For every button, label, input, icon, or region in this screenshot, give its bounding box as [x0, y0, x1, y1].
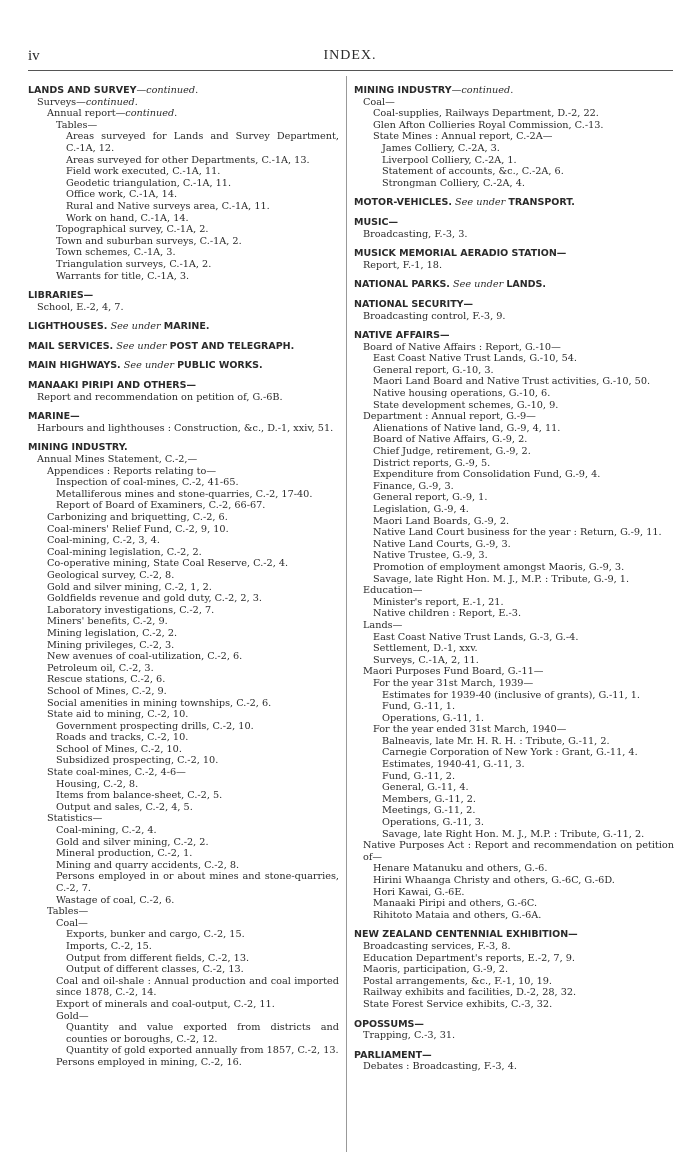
index-entry: State aid to mining, C.-2, 10.	[47, 709, 189, 721]
index-entry: Maori Purposes Fund Board, G.-11—	[363, 666, 544, 678]
index-entry: Report and recommendation on petition of, G.-6B.	[37, 391, 283, 403]
index-entry: Maoris, participation, G.-9, 2.	[363, 964, 509, 976]
index-entry: Laboratory investigations, C.-2, 7.	[47, 604, 215, 616]
index-entry: Henare Matanuku and others, G.-6.	[373, 863, 548, 875]
index-entry: Estimates for 1939-40 (inclusive of grants), G.-11, 1.	[382, 689, 640, 701]
index-entry: Gold and silver mining, C.-2, 2.	[56, 836, 209, 848]
index-heading: OPOSSUMS—	[354, 1018, 424, 1030]
index-entry: Trapping, C.-3, 31.	[363, 1030, 456, 1042]
index-entry: Native Trustee, G.-9, 3.	[373, 550, 488, 562]
index-entry: Work on hand, C.-1A, 14.	[66, 212, 189, 224]
index-entry: Meetings, G.-11, 2.	[382, 805, 476, 817]
index-heading: NATIONAL PARKS. See under LANDS.	[354, 279, 547, 291]
index-entry: Co-operative mining, State Coal Reserve, C.-2, 4.	[47, 558, 289, 570]
index-entry: Quantity of gold exported annually from 1857, C.-2, 13.	[66, 1045, 339, 1057]
index-entry: Surveys—continued.	[37, 96, 138, 108]
index-entry: Quantity and value exported from districts and counties or boroughs, C.-2, 12.	[66, 1022, 339, 1045]
index-entry: Items from balance-sheet, C.-2, 5.	[56, 790, 223, 802]
column-divider	[346, 76, 347, 1152]
index-entry: Coal—	[56, 917, 88, 929]
index-entry: Debates : Broadcasting, F.-3, 4.	[363, 1061, 517, 1073]
page-number: iv	[28, 48, 40, 64]
index-entry: East Coast Native Trust Lands, G.-3, G.-4.	[373, 631, 579, 643]
index-entry: Goldfields revenue and gold duty, C.-2, 2, 3.	[47, 593, 262, 605]
index-entry: Native Land Court business for the year : Return, G.-9, 11.	[373, 527, 662, 539]
index-entry: Triangulation surveys, C.-1A, 2.	[56, 258, 212, 270]
index-entry: School of Mines, C.-2, 9.	[47, 685, 167, 697]
index-entry: Tables—	[56, 119, 98, 131]
index-entry: Rihitoto Mataia and others, G.-6A.	[373, 909, 542, 921]
index-entry: General, G.-11, 4.	[382, 782, 469, 794]
index-entry: Statistics—	[47, 813, 103, 825]
index-heading: LIGHTHOUSES. See under MARINE.	[28, 321, 210, 333]
running-head: INDEX.	[323, 48, 377, 63]
index-entry: Mining privileges, C.-2, 3.	[47, 639, 175, 651]
index-entry: Report, F.-1, 18.	[363, 259, 443, 271]
index-heading: MINING INDUSTRY.	[28, 442, 128, 454]
index-entry: Chief Judge, retirement, G.-9, 2.	[373, 446, 531, 458]
index-entry: Glen Afton Collieries Royal Commission, C.-13.	[373, 119, 604, 131]
index-entry: Department : Annual report, G.-9—	[363, 411, 536, 423]
index-entry: Fund, G.-11, 1.	[382, 701, 456, 713]
index-entry: Operations, G.-11, 3.	[382, 817, 484, 829]
index-entry: Broadcasting control, F.-3, 9.	[363, 310, 506, 322]
index-entry: Annual report—continued.	[47, 108, 178, 120]
index-entry: Mineral production, C.-2, 1.	[56, 848, 193, 860]
index-heading: MARINE—	[28, 411, 80, 423]
index-entry: Areas surveyed for other Departments, C.-1A, 13.	[66, 154, 310, 166]
index-entry: Output from different fields, C.-2, 13.	[66, 952, 250, 964]
index-entry: Inspection of coal-mines, C.-2, 41-65.	[56, 477, 239, 489]
index-heading: MUSIC—	[354, 216, 399, 228]
index-entry: Coal-mining, C.-2, 3, 4.	[47, 535, 160, 547]
index-entry: James Colliery, C.-2A, 3.	[382, 142, 500, 154]
index-entry: Promotion of employment amongst Maoris, G.-9, 3.	[373, 561, 625, 573]
index-entry: Native Land Courts, G.-9, 3.	[373, 538, 511, 550]
index-heading: MAIN HIGHWAYS. See under PUBLIC WORKS.	[28, 360, 263, 372]
index-entry: Government prospecting drills, C.-2, 10.	[56, 720, 254, 732]
index-entry: Native children : Report, E.-3.	[373, 608, 522, 620]
index-entry: Appendices : Reports relating to—	[47, 465, 217, 477]
index-entry: Metalliferous mines and stone-quarries, C.-2, 17-40.	[56, 488, 313, 500]
index-entry: Exports, bunker and cargo, C.-2, 15.	[66, 929, 245, 941]
index-entry: Finance, G.-9, 3.	[373, 480, 454, 492]
index-entry: Settlement, D.-1, xxv.	[373, 643, 478, 655]
index-entry: Coal-mining, C.-2, 4.	[56, 825, 157, 837]
index-entry: For the year 31st March, 1939—	[373, 677, 534, 689]
index-heading: MANAAKI PIRIPI AND OTHERS—	[28, 380, 196, 392]
index-entry: Lands—	[363, 619, 403, 631]
index-entry: District reports, G.-9, 5.	[373, 457, 491, 469]
index-entry: Statement of accounts, &c., C.-2A, 6.	[382, 166, 564, 178]
index-heading: MUSICK MEMORIAL AERADIO STATION—	[354, 248, 567, 260]
index-heading: LIBRARIES—	[28, 290, 94, 302]
index-entry: Native housing operations, G.-10, 6.	[373, 388, 551, 400]
index-entry: Gold—	[56, 1010, 89, 1022]
index-entry: Areas surveyed for Lands and Survey Department, C.-1A, 12.	[66, 131, 339, 154]
index-entry: Alienations of Native land, G.-9, 4, 11.	[373, 422, 561, 434]
index-entry: Social amenities in mining townships, C.-2, 6.	[47, 697, 272, 709]
index-heading: MAIL SERVICES. See under POST AND TELEGRAPH.	[28, 340, 295, 352]
index-entry: Coal-miners' Relief Fund, C.-2, 9, 10.	[47, 523, 229, 535]
index-entry: Town and suburban surveys, C.-1A, 2.	[56, 235, 242, 247]
index-entry: Topographical survey, C.-1A, 2.	[56, 224, 209, 236]
index-entry: Board of Native Affairs, G.-9, 2.	[373, 434, 528, 446]
index-entry: Output of different classes, C.-2, 13.	[66, 964, 244, 976]
index-entry: Annual Mines Statement, C.-2,—	[37, 454, 198, 466]
index-entry: Gold and silver mining, C.-2, 1, 2.	[47, 581, 212, 593]
index-entry: School, E.-2, 4, 7.	[37, 301, 124, 313]
index-entry: Miners' benefits, C.-2, 9.	[47, 616, 168, 628]
index-entry: Members, G.-11, 2.	[382, 793, 477, 805]
index-entry: Expenditure from Consolidation Fund, G.-9, 4.	[373, 469, 601, 481]
index-entry: Education—	[363, 585, 423, 597]
index-entry: Broadcasting, F.-3, 3.	[363, 228, 468, 240]
index-entry: Balneavis, late Mr. H. R. H. : Tribute, G.-11, 2.	[382, 735, 610, 747]
index-entry: Carbonizing and briquetting, C.-2, 6.	[47, 512, 228, 523]
left-column	[28, 85, 339, 1069]
index-entry: Coal—	[363, 96, 395, 108]
index-entry: Surveys, C.-1A, 2, 11.	[373, 654, 479, 666]
index-entry: Coal and oil-shale : Annual production and coal imported since 1878, C.-2, 14.	[56, 975, 339, 999]
index-entry: Housing, C.-2, 8.	[56, 778, 139, 790]
index-heading: NATIVE AFFAIRS—	[354, 330, 450, 342]
index-entry: Geological survey, C.-2, 8.	[47, 569, 175, 581]
header-rule	[28, 70, 673, 71]
index-entry: Hirini Whaanga Christy and others, G.-6C, G.-6D.	[373, 875, 615, 886]
index-entry: Maori Land Boards, G.-9, 2.	[373, 515, 510, 527]
index-entry: Savage, late Right Hon. M. J., M.P. : Tribute, G.-11, 2.	[382, 828, 645, 840]
index-entry: Persons employed in mining, C.-2, 16.	[56, 1056, 242, 1068]
index-entry: Legislation, G.-9, 4.	[373, 504, 469, 515]
index-entry: Mining legislation, C.-2, 2.	[47, 627, 178, 639]
index-entry: Fund, G.-11, 2.	[382, 770, 456, 782]
index-entry: Coal-mining legislation, C.-2, 2.	[47, 546, 202, 558]
index-entry: General report, G.-10, 3.	[373, 364, 494, 376]
index-entry: Rescue stations, C.-2, 6.	[47, 674, 166, 686]
index-entry: Strongman Colliery, C.-2A, 4.	[382, 177, 525, 189]
index-entry: Petroleum oil, C.-2, 3.	[47, 662, 154, 674]
index-entry: Operations, G.-11, 1.	[382, 712, 484, 724]
index-entry: Manaaki Piripi and others, G.-6C.	[373, 898, 538, 910]
index-entry: Town schemes, C.-1A, 3.	[56, 247, 176, 259]
index-entry: Field work executed, C.-1A, 11.	[66, 166, 221, 178]
right-column	[354, 85, 674, 1073]
index-heading: PARLIAMENT—	[354, 1049, 432, 1061]
index-entry: East Coast Native Trust Lands, G.-10, 54.	[373, 353, 577, 365]
index-entry: Coal-supplies, Railways Department, D.-2, 22.	[373, 108, 599, 120]
index-heading: MOTOR-VEHICLES. See under TRANSPORT.	[354, 197, 575, 209]
index-entry: Hori Kawai, G.-6E.	[373, 886, 465, 898]
index-entry: Export of minerals and coal-output, C.-2, 11.	[56, 998, 275, 1010]
index-entry: State coal-mines, C.-2, 4-6—	[47, 767, 186, 779]
index-entry: Geodetic triangulation, C.-1A, 11.	[66, 177, 232, 189]
index-entry: New avenues of coal-utilization, C.-2, 6.	[47, 651, 243, 663]
index-entry: Mining and quarry accidents, C.-2, 8.	[56, 859, 240, 871]
index-entry: State development schemes, G.-10, 9.	[373, 399, 559, 411]
index-entry: Office work, C.-1A, 14.	[66, 189, 178, 201]
index-entry: Tables—	[47, 906, 89, 918]
index-entry: Wastage of coal, C.-2, 6.	[56, 894, 175, 906]
index-entry: For the year ended 31st March, 1940—	[373, 724, 567, 736]
index-entry: Rural and Native surveys area, C.-1A, 11.	[66, 200, 270, 212]
index-entry: Roads and tracks, C.-2, 10.	[56, 732, 189, 744]
index-entry: Maori Land Board and Native Trust activities, G.-10, 50.	[373, 376, 651, 388]
index-heading: NATIONAL SECURITY—	[354, 298, 474, 310]
index-entry: General report, G.-9, 1.	[373, 492, 488, 504]
index-entry: Broadcasting services, F.-3, 8.	[363, 940, 511, 952]
index-entry: Minister's report, E.-1, 21.	[373, 596, 504, 608]
index-entry: Subsidized prospecting, C.-2, 10.	[56, 755, 219, 767]
index-heading: MINING INDUSTRY—continued.	[354, 85, 514, 96]
index-entry: Warrants for title, C.-1A, 3.	[56, 270, 190, 282]
index-entry: Liverpool Colliery, C.-2A, 1.	[382, 154, 517, 166]
index-entry: State Mines : Annual report, C.-2A—	[373, 131, 553, 143]
index-entry: Savage, late Right Hon. M. J., M.P. : Tribute, G.-9, 1.	[373, 573, 630, 585]
index-entry: School of Mines, C.-2, 10.	[56, 743, 182, 755]
index-entry: Report of Board of Examiners, C.-2, 66-67.	[56, 500, 266, 512]
index-entry: Native Purposes Act : Report and recommendation on petition of—	[363, 840, 674, 863]
index-entry: Education Department's reports, E.-2, 7, 9.	[363, 952, 575, 964]
index-entry: Carnegie Corporation of New York : Grant, G.-11, 4.	[382, 747, 638, 759]
index-entry: Railway exhibits and facilities, D.-2, 28, 32.	[363, 987, 577, 999]
index-entry: Persons employed in or about mines and stone-quarries, C.-2, 7.	[56, 871, 339, 894]
index-heading: NEW ZEALAND CENTENNIAL EXHIBITION—	[354, 929, 578, 941]
index-entry: Harbours and lighthouses : Construction, &c., D.-1, xxiv, 51.	[37, 422, 334, 434]
index-entry: Board of Native Affairs : Report, G.-10—	[363, 341, 561, 353]
index-entry: State Forest Service exhibits, C.-3, 32.	[363, 998, 553, 1010]
index-entry: Postal arrangements, &c., F.-1, 10, 19.	[363, 975, 553, 987]
index-entry: Imports, C.-2, 15.	[66, 940, 152, 952]
index-entry: Output and sales, C.-2, 4, 5.	[56, 801, 193, 813]
index-entry: Estimates, 1940-41, G.-11, 3.	[382, 759, 525, 771]
index-heading: LANDS AND SURVEY—continued.	[28, 85, 199, 96]
